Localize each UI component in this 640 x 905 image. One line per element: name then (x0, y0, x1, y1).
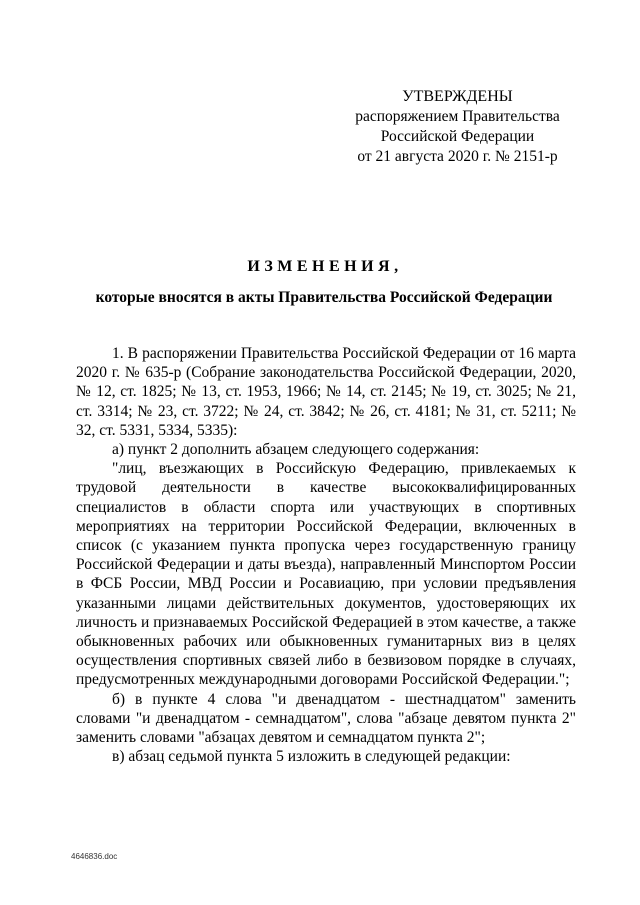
approval-date-number: от 21 августа 2020 г. № 2151-р (357, 148, 558, 165)
document-body (76, 344, 576, 766)
paragraph-item-1: 1. В распоряжении Правительства Российской Федерации от 16 марта 2020 г. № 635-р (Собрание законодательства Российской Федерации, 2020, № 12, ст. 1825; № 13, ст. 1953, 1966; № 14, ст. 2145; № 19, ст. 3025; № 21, ст. 3314; № 23, ст. 3722; № 24, ст. 3842; № 26, ст. 4181; № 31, ст. 5211; № 32, ст. 5331, 5334, 5335): (76, 345, 576, 439)
paragraph-subitem-c: в) абзац седьмой пункта 5 изложить в следующей редакции: (112, 748, 511, 766)
paragraph-subitem-b: б) в пункте 4 слова "и двенадцатом - шестнадцатом" заменить словами "и двенадцатом - семнадцатом", слова "абзаце девятом пункта 2" заменить словами "абзацах девятом и семнадцатом пункта 2"; (76, 690, 576, 747)
approval-authority: распоряжением Правительства (355, 108, 560, 125)
approval-heading: УТВЕРЖДЕНЫ (402, 88, 513, 105)
paragraph-quoted-text: "лиц, въезжающих в Российскую Федерацию, привлекаемых к трудовой деятельности в качестве высококвалифицированных специалистов в области спорта или участвующих в спортивных мероприятиях на территории Российской Федерации, включенных в список (с указанием пункта пропуска через государственную границу Российской Федерации и даты въезда), направленный Минспортом России в ФСБ России, МВД России и Росавиацию, при условии предъявления указанными лицами действительных документов, удостоверяющих их личность и признаваемых Российской Федерацией в этом качестве, а также обыкновенных рабочих или обыкновенных гуманитарных виз в целях осуществления спортивных связей либо в безвизовом порядке в случаях, предусмотренных международными договорами Российской Федерации."; (76, 460, 576, 689)
paragraph-subitem-a: а) пункт 2 дополнить абзацем следующего содержания: (112, 441, 480, 459)
footer-doc-id: 4646836.doc (71, 852, 118, 861)
approval-block (340, 87, 575, 167)
approval-country: Российской Федерации (380, 128, 535, 145)
document-title: ИЗМЕНЕНИЯ, (247, 258, 403, 275)
document-subtitle: которые вносятся в акты Правительства Российской Федерации (95, 289, 553, 306)
